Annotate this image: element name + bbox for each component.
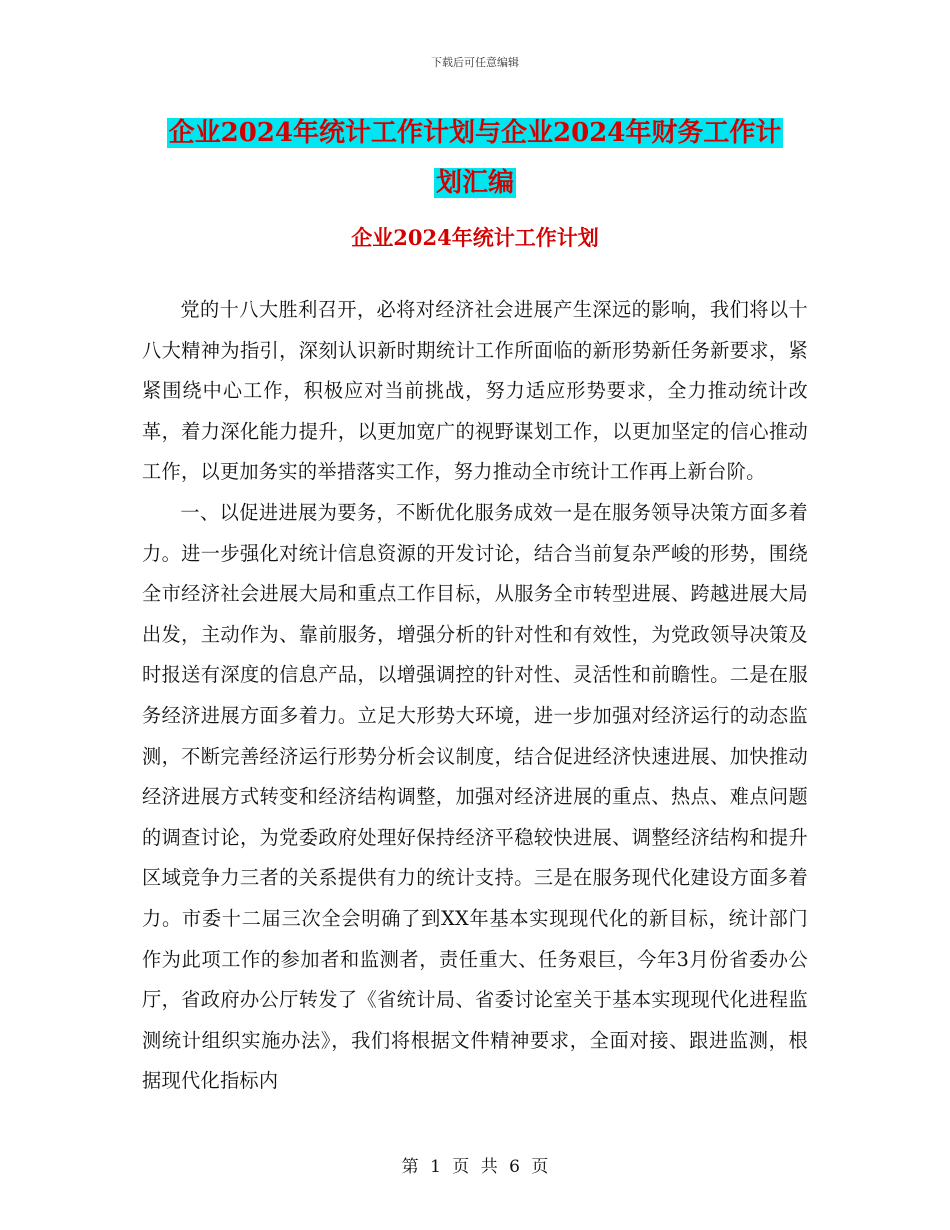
section-title: 企业2024年统计工作计划 [351, 225, 599, 250]
paragraph-1: 党的十八大胜利召开，必将对经济社会进展产生深远的影响，我们将以十八大精神为指引，深刻认识新时期统计工作所面临的新形势新任务新要求，紧紧围绕中心工作，积极应对当前挑战，努力适应形势要求，全力推动统计改革，着力深化能力提升，以更加宽广的视野谋划工作，以更加坚定的信心推动工作，以更加务实的举措落实工作，努力推动全市统计工作再上新台阶。 [142, 298, 808, 484]
paragraph-2: 一、以促进进展为要务，不断优化服务成效一是在服务领导决策方面多着力。进一步强化对统计信息资源的开发讨论，结合当前复杂严峻的形势，围绕全市经济社会进展大局和重点工作目标，从服务全市转型进展、跨越进展大局出发，主动作为、靠前服务，增强分析的针对性和有效性，为党政领导决策及时报送有深度的信息产品，以增强调控的针对性、灵活性和前瞻性。二是在服务经济进展方面多着力。立足大形势大环境，进一步加强对经济运行的动态监测，不断完善经济运行形势分析会议制度，结合促进经济快速进展、加快推动经济进展方式转变和经济结构调整，加强对经济进展的重点、热点、难点问题的调查讨论，为党委政府处理好保持经济平稳较快进展、调整经济结构和提升区域竞争力三者的关系提供有力的统计支持。三是在服务现代化建设方面多着力。市委十二届三次全会明确了到XX年基本实现现代化的新目标，统计部门作为此项工作的参加者和监测者，责任重大、任务艰巨，今年3月份省委办公厅，省政府办公厅转发了《省统计局、省委讨论室关于基本实现现代化进程监测统计组织实施办法》，我们将根据文件精神要求，全面对接、跟进监测，根据现代化指标内 [142, 500, 808, 1093]
header-note: 下载后可任意编辑 [431, 56, 519, 69]
document-title-line2: 划汇编 [435, 168, 514, 198]
page-footer: 第 1 页 共 6 页 [401, 1157, 549, 1177]
document-title-line1: 企业2024年统计工作计划与企业2024年财务工作计 [168, 118, 782, 148]
document-title [145, 108, 805, 208]
body-text [142, 290, 808, 1102]
